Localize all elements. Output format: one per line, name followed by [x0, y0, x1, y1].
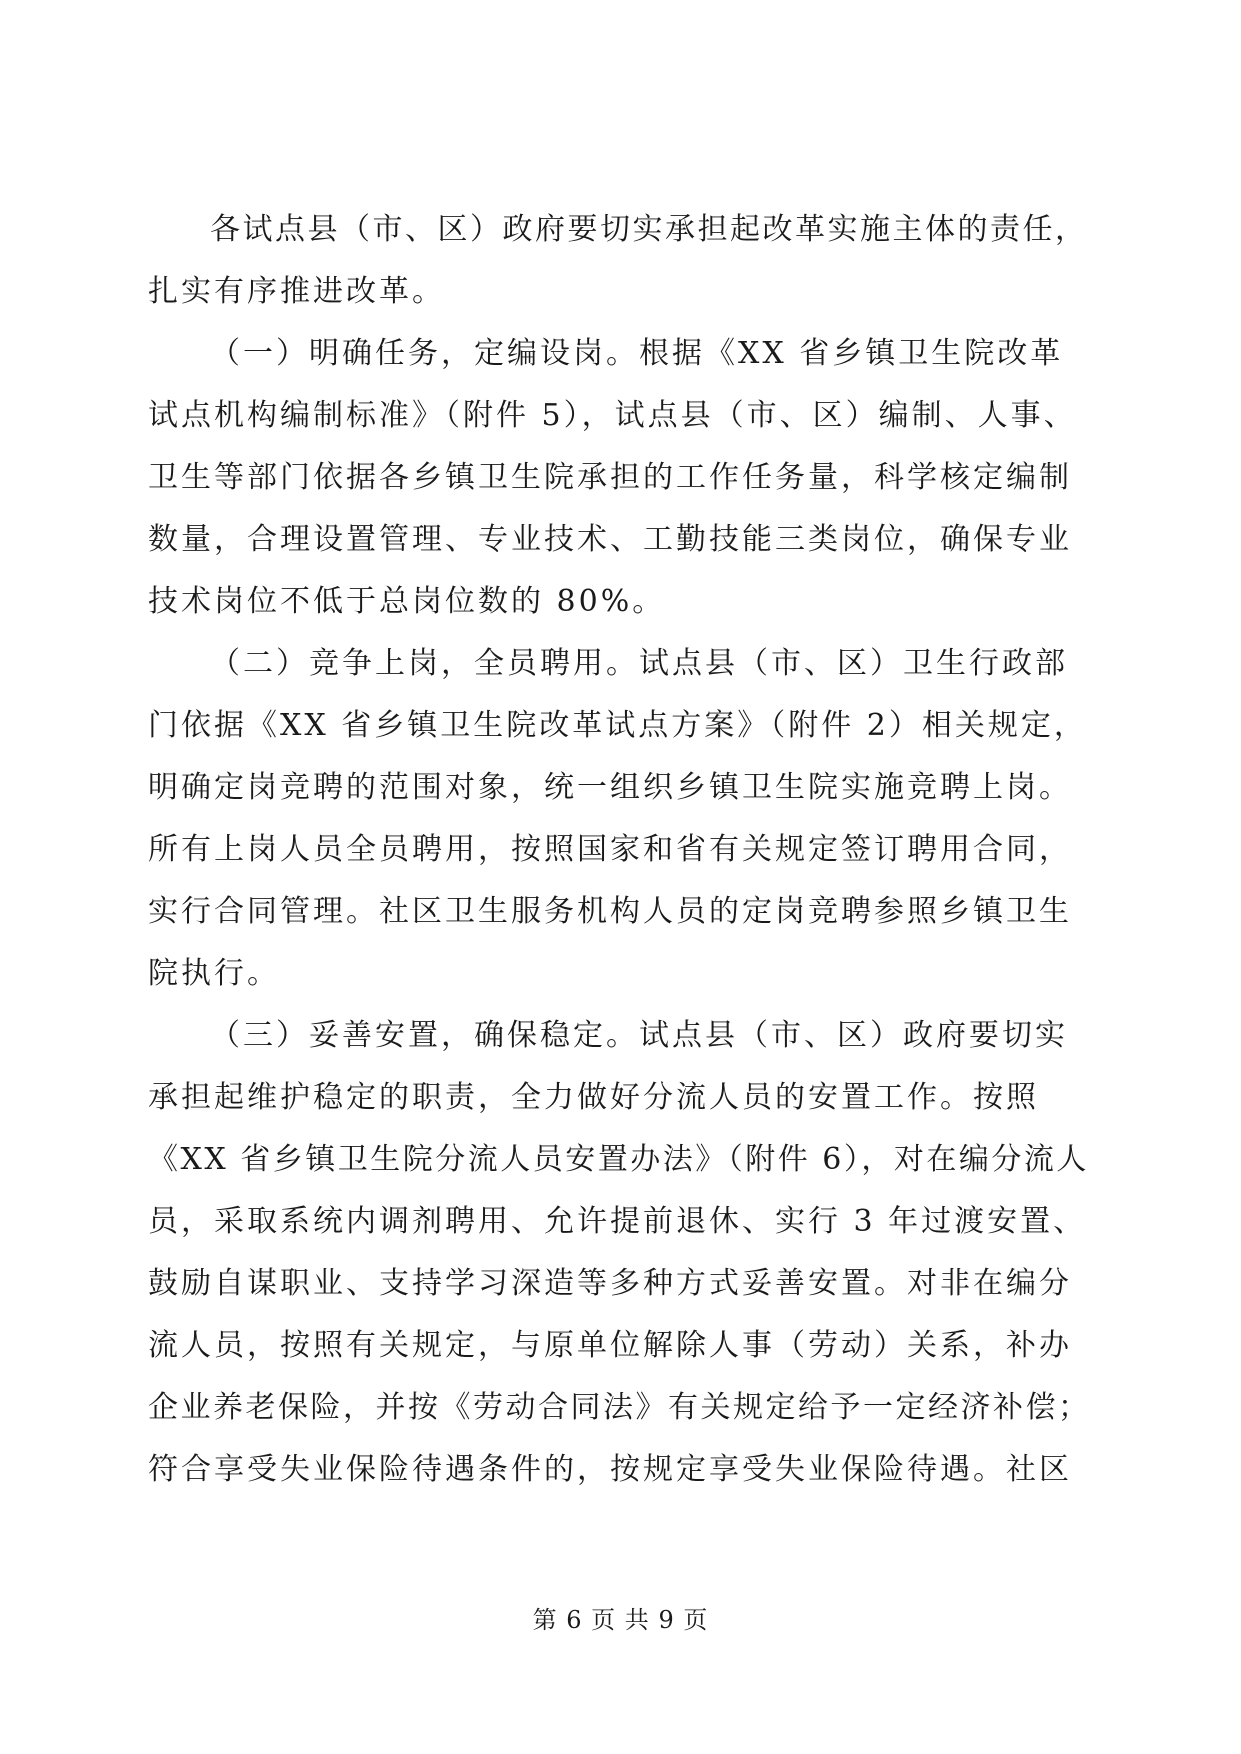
text-line: 《XX 省乡镇卫生院分流人员安置办法》（附件 6），对在编分流人 — [148, 1142, 1089, 1177]
text-line: 实行合同管理。社区卫生服务机构人员的定岗竞聘参照乡镇卫生 — [148, 894, 1072, 929]
text-line: 卫生等部门依据各乡镇卫生院承担的工作任务量，科学核定编制 — [148, 460, 1072, 495]
text-line: 数量，合理设置管理、专业技术、工勤技能三类岗位，确保专业 — [148, 522, 1072, 557]
text-line: 所有上岗人员全员聘用，按照国家和省有关规定签订聘用合同， — [148, 832, 1072, 867]
text-line: 明确定岗竞聘的范围对象，统一组织乡镇卫生院实施竞聘上岗。 — [148, 770, 1072, 805]
text-line: 试点机构编制标准》（附件 5），试点县（市、区）编制、人事、 — [148, 398, 1077, 433]
text-line: 承担起维护稳定的职责，全力做好分流人员的安置工作。按照 — [148, 1080, 1039, 1115]
text-line: 流人员，按照有关规定，与原单位解除人事（劳动）关系，补办 — [148, 1328, 1072, 1363]
text-line: （一）明确任务，定编设岗。根据《XX 省乡镇卫生院改革 — [210, 336, 1064, 371]
text-line: 企业养老保险，并按《劳动合同法》有关规定给予一定经济补偿； — [148, 1390, 1091, 1425]
text-line: 鼓励自谋职业、支持学习深造等多种方式妥善安置。对非在编分 — [148, 1266, 1072, 1301]
text-line: 院执行。 — [148, 956, 280, 991]
text-line: （二）竞争上岗，全员聘用。试点县（市、区）卫生行政部 — [210, 646, 1068, 681]
text-line: 各试点县（市、区）政府要切实承担起改革实施主体的责任， — [210, 212, 1088, 247]
text-line: 符合享受失业保险待遇条件的，按规定享受失业保险待遇。社区 — [148, 1452, 1072, 1487]
text-line: （三）妥善安置，确保稳定。试点县（市、区）政府要切实 — [210, 1018, 1068, 1053]
text-line: 技术岗位不低于总岗位数的 80%。 — [148, 584, 666, 619]
page-footer: 第 6 页 共 9 页 — [532, 1606, 709, 1634]
text-line: 员，采取系统内调剂聘用、允许提前退休、实行 3 年过渡安置、 — [148, 1204, 1087, 1239]
text-line: 扎实有序推进改革。 — [148, 274, 445, 309]
text-line: 门依据《XX 省乡镇卫生院改革试点方案》（附件 2）相关规定， — [148, 708, 1087, 743]
